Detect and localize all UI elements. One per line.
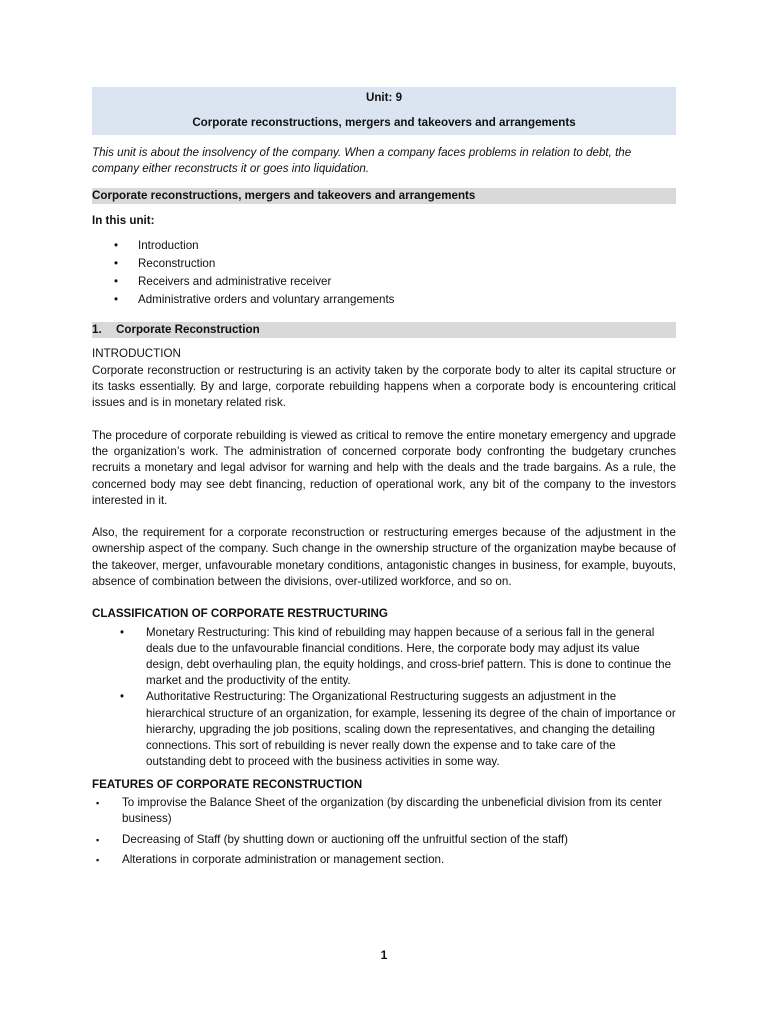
list-item bbox=[92, 795, 676, 828]
document-page bbox=[92, 87, 676, 873]
list-item bbox=[92, 237, 676, 255]
list-item-text: To improvise the Balance Sheet of the organization (by discarding the unbeneficial division from its center business) bbox=[122, 795, 663, 826]
square-bullet-icon: ▪ bbox=[96, 855, 100, 866]
in-this-unit-label: In this unit: bbox=[92, 214, 155, 228]
bullet-icon: • bbox=[120, 625, 125, 639]
list-item-text: Introduction bbox=[138, 239, 199, 253]
section-heading bbox=[92, 322, 676, 338]
unit-title: Corporate reconstructions, mergers and takeovers and arrangements bbox=[192, 116, 576, 130]
features-list bbox=[92, 795, 676, 869]
unit-header-box bbox=[92, 87, 676, 135]
list-item-text: Monetary Restructuring: This kind of rebuilding may happen because of a serious fall in the general deals due to the unfavourable financial conditions. Here, the corporate body may adjust its value design, debt overhauling plan, the equity holdings, and cross-brief pattern. This is done to continue the market and the productivity of the entity. bbox=[146, 625, 672, 688]
list-item-text: Decreasing of Staff (by shutting down or auctioning off the unfruitful section of the staff) bbox=[122, 832, 568, 846]
section-number: 1. bbox=[92, 323, 102, 337]
paragraph: Corporate reconstruction or restructuring is an activity taken by the corporate body to alter its capital structure or its tasks essentially. By and large, corporate rebuilding happens when a corporate body is encountering critical issues and is in monetary related risk. bbox=[92, 363, 676, 410]
list-item-text: Receivers and administrative receiver bbox=[138, 275, 332, 289]
section-banner: Corporate reconstructions, mergers and takeovers and arrangements bbox=[92, 188, 676, 204]
classification-heading: CLASSIFICATION OF CORPORATE RESTRUCTURING bbox=[92, 607, 388, 621]
bullet-icon: • bbox=[114, 257, 119, 271]
list-item bbox=[92, 625, 676, 690]
bullet-icon: • bbox=[114, 239, 119, 253]
square-bullet-icon: ▪ bbox=[96, 797, 100, 808]
features-heading: FEATURES OF CORPORATE RECONSTRUCTION bbox=[92, 778, 363, 792]
bullet-icon: • bbox=[120, 690, 125, 704]
bullet-icon: • bbox=[114, 293, 119, 307]
unit-number: Unit: 9 bbox=[365, 91, 403, 104]
list-item-text: Administrative orders and voluntary arrangements bbox=[138, 293, 395, 307]
classification-list bbox=[92, 625, 676, 771]
paragraph: Also, the requirement for a corporate reconstruction or restructuring emerges because of the adjustment in the ownership aspect of the company. Such change in the ownership structure of the organization maybe because of the takeover, merger, unfavourable monetary conditions, antagonistic changes in business, for example, buyouts, absence of combination between the divisions, over-utilized workforce, and so on. bbox=[92, 526, 676, 589]
square-bullet-icon: ▪ bbox=[96, 834, 100, 845]
list-item bbox=[92, 832, 676, 849]
list-item bbox=[92, 273, 676, 291]
list-item bbox=[92, 255, 676, 273]
list-item-text: Alterations in corporate administration or management section. bbox=[122, 853, 445, 867]
section-title: Corporate Reconstruction bbox=[116, 323, 260, 337]
list-item bbox=[92, 852, 676, 869]
list-item bbox=[92, 689, 676, 770]
paragraph: The procedure of corporate rebuilding is viewed as critical to remove the entire monetary emergency and upgrade the organization’s work. The administration of concerned corporate body confronting the budgetary crunches recruits a monetary and legal advisor for warning and help with the deals and the trade bargains. As a rule, the concerned body may see debt financing, reduction of operational work, any bit of the company to the investors interested in it. bbox=[92, 428, 676, 507]
unit-contents-list bbox=[92, 237, 676, 309]
intro-heading: INTRODUCTION bbox=[92, 347, 181, 361]
list-item-text: Authoritative Restructuring: The Organizational Restructuring suggests an adjustment in the hierarchical structure of an organization, for example, lessening its degree of the chain of importance or hierarchy, upgrading the job positions, scaling down the representatives, and changing the detailing connections. This sort of rebuilding is never really down the expense and to take care of the outstanding debt to proceed with the business activities in some way. bbox=[146, 690, 676, 769]
bullet-icon: • bbox=[114, 275, 119, 289]
list-item bbox=[92, 291, 676, 309]
list-item-text: Reconstruction bbox=[138, 257, 216, 271]
unit-intro-text: This unit is about the insolvency of the company. When a company faces problems in relation to debt, the company either reconstructs it or goes into liquidation. bbox=[92, 145, 632, 175]
page-number: 1 bbox=[380, 948, 388, 962]
